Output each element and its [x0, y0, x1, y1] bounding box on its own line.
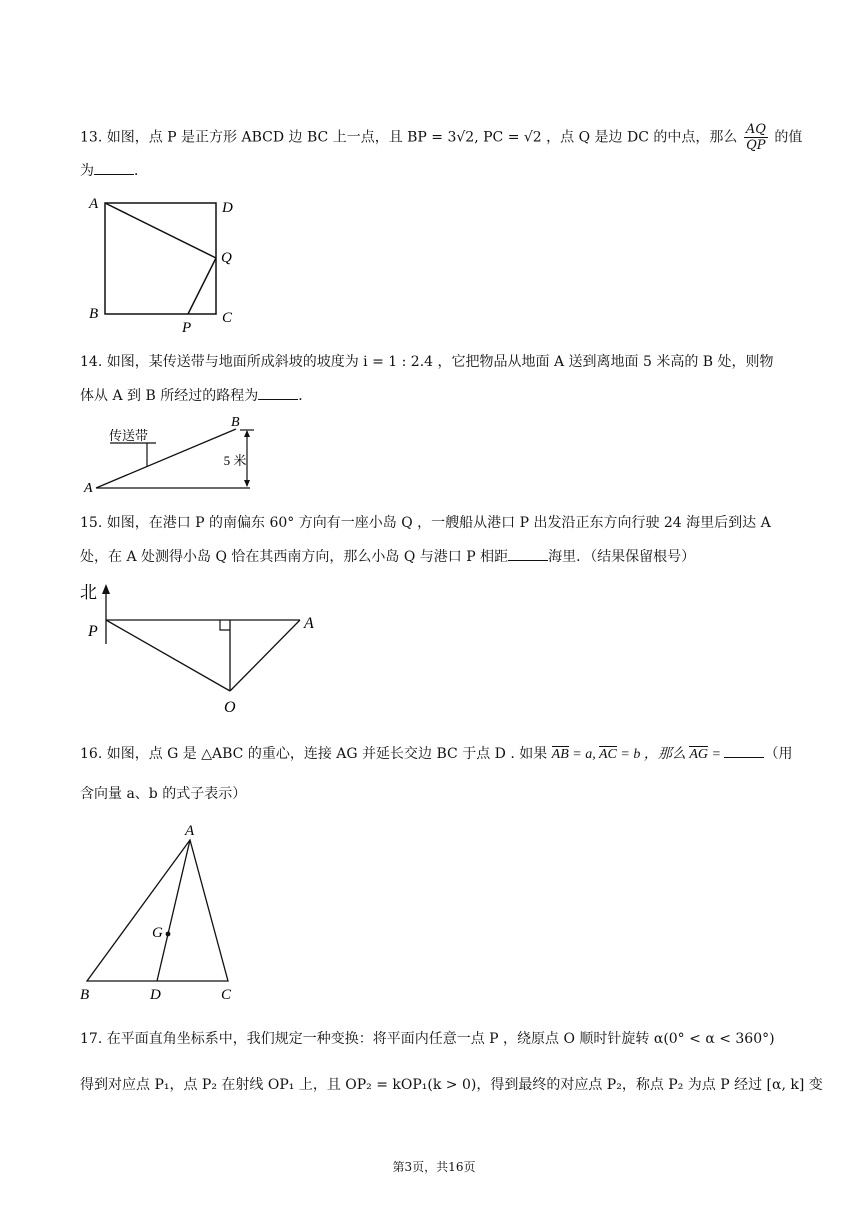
label-d: D — [150, 987, 161, 1003]
q14-text-2: 体从 A 到 B 所经过的路程为 — [80, 388, 259, 404]
vector-ag: AG — [689, 747, 708, 762]
q16-figure-triangle — [74, 818, 254, 1008]
vector-ab: AB — [551, 747, 569, 762]
q14-line1 — [80, 352, 774, 372]
q16-line1 — [80, 743, 792, 765]
label-belt: 传送带 — [109, 428, 149, 443]
q17-line2 — [80, 1075, 823, 1095]
label-o: O — [224, 699, 236, 716]
q13-line1 — [80, 122, 802, 153]
q13-frac-denominator: QP — [746, 138, 766, 153]
triangle-abc — [87, 840, 228, 981]
q14-text-3: ． — [298, 388, 313, 404]
q16-answer-blank — [724, 743, 764, 758]
q14-answer-blank — [258, 385, 298, 400]
q16-eq-1: = a, — [568, 747, 599, 762]
segment-ao — [230, 620, 300, 691]
label-c: C — [221, 987, 232, 1003]
label-a: A — [84, 481, 93, 496]
q13-fraction — [744, 122, 768, 153]
q17-line1 — [80, 1029, 775, 1049]
label-d: D — [222, 200, 233, 216]
label-a: A — [304, 615, 314, 632]
right-angle-mark — [220, 620, 230, 630]
q15-line2 — [80, 546, 695, 567]
label-p: P — [88, 623, 98, 640]
q13-answer-blank — [94, 160, 134, 175]
arrow-down-icon — [244, 480, 250, 487]
q15-text-1: 15. 如图，在港口 P 的南偏东 60° 方向有一座小岛 Q ，一艘船从港口 P 出发沿正东方向行驶 24 海里后到达 A — [80, 515, 771, 531]
q13-figure-square — [80, 192, 260, 337]
median-ad — [157, 840, 190, 981]
q14-text-1: 14. 如图，某传送带与地面所成斜坡的坡度为 i = 1 : 2.4 ，它把物品从地面 A 送到离地面 5 米高的 B 处，则物 — [80, 354, 774, 370]
q15-text-2: 处，在 A 处测得小岛 Q 恰在其西南方向，那么小岛 Q 与港口 P 相距 — [80, 549, 509, 565]
label-g: G — [152, 925, 163, 941]
q13-text-1: 13. 如图，点 P 是正方形 ABCD 边 BC 上一点，且 BP = 3√2, PC = √2 ，点 Q 是边 DC 的中点，那么 — [80, 129, 738, 146]
q16-text-2: （用 — [764, 746, 793, 762]
q13-frac-numerator: AQ — [745, 122, 766, 137]
q13-text-2: 的值 — [774, 129, 803, 146]
q15-figure-harbor — [78, 578, 328, 723]
q13-line2 — [80, 160, 148, 181]
page-footer: 第3页，共16页 — [392, 1160, 476, 1174]
q16-text-1: 16. 如图，点 G 是 △ABC 的重心，连接 AG 并延长交边 BC 于点 D . 如果 — [80, 746, 548, 762]
label-a: A — [89, 196, 99, 212]
q16-line2 — [80, 784, 246, 804]
segment-po — [106, 620, 230, 691]
q15-line1 — [80, 513, 771, 533]
north-arrow-icon — [102, 584, 110, 594]
vector-ac: AC — [598, 747, 617, 762]
label-p: P — [182, 320, 192, 336]
q16-eq-3: = — [708, 747, 725, 762]
label-b: B — [89, 306, 99, 322]
q17-text-2: 得到对应点 P₁，点 P₂ 在射线 OP₁ 上，且 OP₂ = kOP₁(k > 0)，得到最终的对应点 P₂，称点 P₂ 为点 P 经过 [α, k] 变 — [80, 1077, 823, 1093]
segment-qp — [188, 258, 216, 314]
segment-aq — [105, 203, 216, 258]
q15-text-3: 海里．（结果保留根号） — [548, 549, 696, 565]
q15-answer-blank — [508, 546, 548, 561]
q14-figure-conveyor — [80, 410, 280, 500]
centroid-g-dot — [166, 932, 171, 937]
label-north: 北 — [80, 583, 97, 602]
q14-line2 — [80, 385, 312, 406]
label-b: B — [231, 415, 240, 430]
square-abcd — [105, 203, 216, 314]
q16-eq-2: = b ，那么 — [616, 747, 690, 762]
q13-text-3: 为 — [80, 163, 94, 179]
label-b: B — [80, 987, 90, 1003]
label-a: A — [185, 823, 195, 839]
q17-text-1: 17. 在平面直角坐标系中，我们规定一种变换：将平面内任意一点 P ，绕原点 O 顺时针旋转 α(0° < α < 360°) — [80, 1031, 775, 1047]
label-5m: 5 米 — [223, 453, 247, 468]
q16-text-3: 含向量 a、b 的式子表示） — [80, 786, 247, 802]
label-c: C — [222, 310, 233, 326]
q13-text-4: ． — [134, 163, 148, 179]
label-q: Q — [221, 250, 232, 266]
arrow-up-icon — [244, 430, 250, 437]
